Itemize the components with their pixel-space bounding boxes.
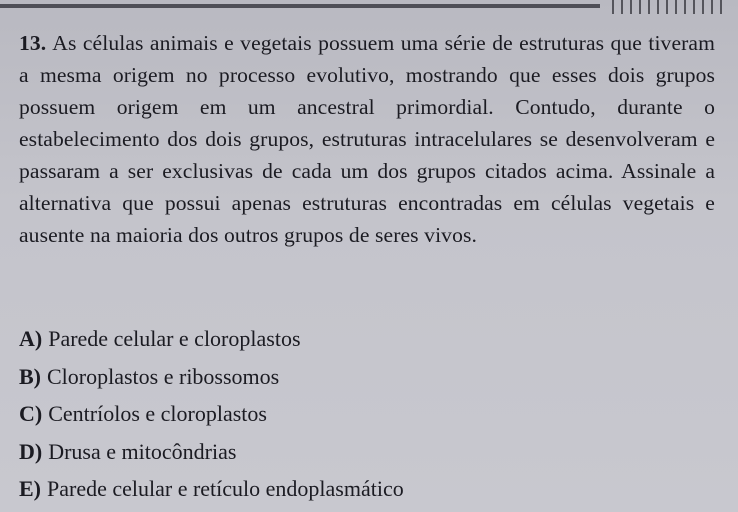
option-letter: E) [19, 476, 41, 501]
option-text: Cloroplastos e ribossomos [47, 363, 280, 389]
option-a[interactable] [19, 320, 715, 358]
option-d[interactable] [19, 433, 715, 471]
question-text: As células animais e vegetais possuem uma série de estruturas que tiveram a mesma origem no processo evolutivo, mostrando que esses dois grupos possuem origem em um ancestral primordial. Contudo, durante o estabelecimento dos dois grupos, estruturas intracelulares se desenvolveram e passaram a ser exclusivas de cada um dos grupos citados acima. Assinale a alternativa que possui apenas estruturas encontradas em células vegetais e ausente na maioria dos outros grupos de seres vivos. [19, 31, 715, 247]
option-text: Parede celular e cloroplastos [48, 326, 301, 351]
option-letter: C) [19, 401, 43, 426]
option-text: Drusa e mitocôndrias [48, 438, 237, 464]
option-b[interactable] [19, 358, 715, 396]
option-c[interactable] [19, 395, 715, 433]
option-text: Parede celular e retículo endoplasmático [47, 476, 404, 501]
option-letter: D) [19, 438, 43, 464]
top-divider-line [0, 4, 600, 8]
option-letter: A) [19, 326, 43, 351]
answer-options [19, 320, 715, 508]
option-text: Centríolos e cloroplastos [48, 401, 267, 426]
question-block [19, 27, 715, 251]
option-e[interactable] [19, 470, 715, 508]
top-edge-marks [612, 0, 722, 14]
option-letter: B) [19, 363, 41, 389]
question-number: 13. [19, 31, 47, 55]
